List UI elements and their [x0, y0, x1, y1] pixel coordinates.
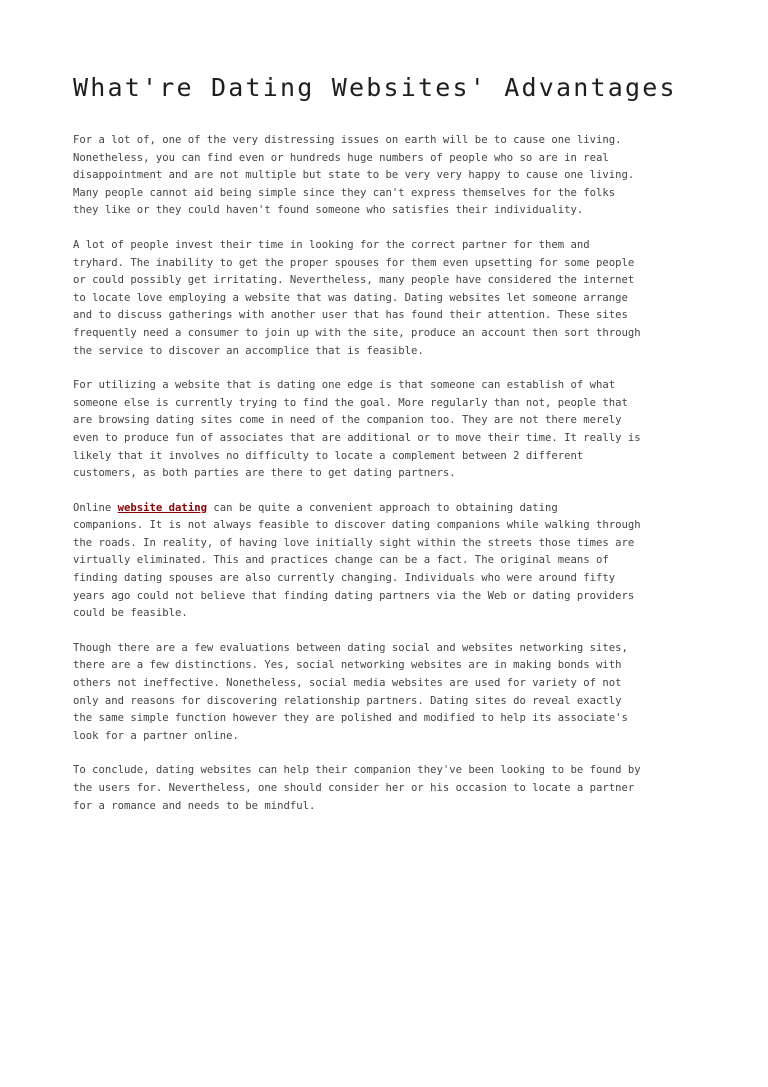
- text-line: the service to discover an accomplice that is feasible.: [73, 344, 424, 357]
- paragraph-2: [73, 237, 703, 360]
- document-page: [73, 66, 703, 832]
- text-line: Nonetheless, you can find even or hundreds huge numbers of people who so are in real: [73, 151, 609, 164]
- text-after-link: can be quite a convenient approach to obtaining dating: [206, 501, 558, 514]
- paragraph-5: [73, 640, 703, 746]
- document-title: What're Dating Websites' Advantages: [73, 73, 677, 102]
- paragraph-6: [73, 762, 703, 815]
- text-line: and to discuss gatherings with another user that has found their attention. These sites: [73, 309, 628, 322]
- text-line: Many people cannot aid being simple since they can't express themselves for the folks: [73, 186, 616, 199]
- text-line: For a lot of, one of the very distressing issues on earth will be to cause one living.: [73, 134, 622, 146]
- text-line: To conclude, dating websites can help their companion they've been looking to be found by: [73, 764, 641, 777]
- paragraph-1: [73, 132, 703, 220]
- text-line: they like or they could haven't found someone who satisfies their individuality.: [73, 204, 584, 217]
- text-line: likely that it involves no difficulty to locate a complement between 2 different: [73, 449, 584, 462]
- text-line: look for a partner online.: [73, 729, 239, 742]
- text-line: finding dating spouses are also currently changing. Individuals who were around fifty: [73, 572, 616, 585]
- text-line: customers, as both parties are there to get dating partners.: [73, 467, 456, 480]
- text-line: others not ineffective. Nonetheless, social media websites are used for variety of not: [73, 677, 622, 690]
- text-line: the same simple function however they are polished and modified to help its associate's: [73, 712, 628, 725]
- text-line: Though there are a few evaluations between dating social and websites networking sites,: [73, 641, 628, 654]
- text-line: even to produce fun of associates that are additional or to move their time. It really is: [73, 431, 641, 444]
- text-line: A lot of people invest their time in looking for the correct partner for them and: [73, 238, 590, 251]
- text-line: there are a few distinctions. Yes, social networking websites are in making bonds with: [73, 659, 622, 672]
- text-line-with-link: [73, 500, 703, 518]
- text-line: are browsing dating sites come in need of the companion too. They are not there merely: [73, 414, 622, 427]
- text-line: to locate love employing a website that was dating. Dating websites let someone arrange: [73, 291, 628, 304]
- text-line: disappointment and are not multiple but state to be very very happy to cause one living.: [73, 169, 635, 182]
- text-line: companions. It is not always feasible to discover dating companions while walking through: [73, 519, 641, 532]
- text-before-link: Online: [73, 501, 118, 514]
- website-dating-link[interactable]: website dating: [117, 501, 207, 514]
- text-line: the users for. Nevertheless, one should consider her or his occasion to locate a partner: [73, 782, 635, 794]
- text-line: or could possibly get irritating. Nevertheless, many people have considered the internet: [73, 274, 635, 287]
- text-line: virtually eliminated. This and practices change can be a fact. The original means of: [73, 554, 609, 567]
- text-line: for a romance and needs to be mindful.: [73, 799, 316, 812]
- text-line: the roads. In reality, of having love initially sight within the streets those times are: [73, 536, 635, 549]
- paragraph-4: [73, 500, 703, 623]
- text-line: tryhard. The inability to get the proper spouses for them even upsetting for some people: [73, 256, 635, 269]
- text-line: only and reasons for discovering relationship partners. Dating sites do reveal exactly: [73, 694, 622, 707]
- text-line: someone else is currently trying to find the goal. More regularly than not, people that: [73, 396, 628, 409]
- text-line: could be feasible.: [73, 607, 188, 620]
- text-line: frequently need a consumer to join up with the site, produce an account then sort through: [73, 326, 641, 339]
- text-line: For utilizing a website that is dating one edge is that someone can establish of what: [73, 379, 616, 392]
- paragraph-3: [73, 377, 703, 483]
- text-line: years ago could not believe that finding dating partners via the Web or dating providers: [73, 589, 635, 602]
